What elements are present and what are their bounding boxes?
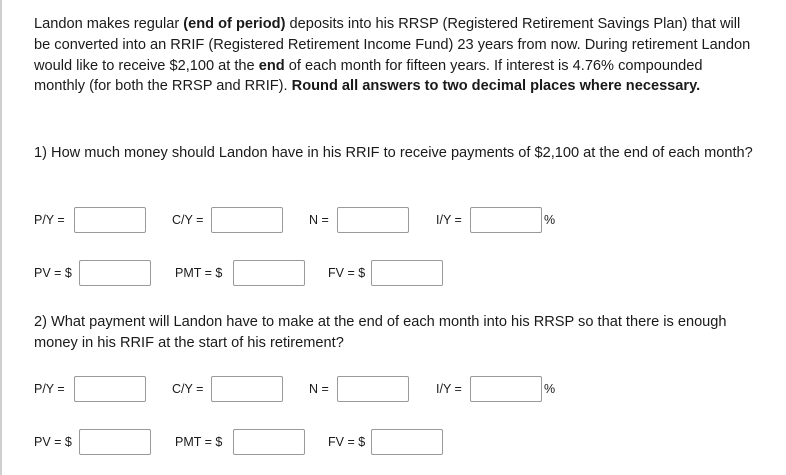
q1-iy-input[interactable] <box>470 207 542 233</box>
q2-n-label: N = <box>309 382 329 396</box>
q1-n-input[interactable] <box>337 207 409 233</box>
q1-iy-label: I/Y = <box>436 213 462 227</box>
q2-cy-label: C/Y = <box>172 382 204 396</box>
q1-cy-input[interactable] <box>211 207 283 233</box>
q1-n-label: N = <box>309 213 329 227</box>
q2-pmt-input[interactable] <box>233 429 305 455</box>
intro-bold-3: Round all answers to two decimal places where necessary. <box>291 78 701 95</box>
q2-pmt-label: PMT = $ <box>175 435 223 449</box>
q2-py-label: P/Y = <box>34 382 65 396</box>
q2-iy-label: I/Y = <box>436 382 462 396</box>
intro-bold-1: (end of period) <box>183 16 286 32</box>
q2-py-input[interactable] <box>74 376 146 402</box>
q2-cy-input[interactable] <box>211 376 283 402</box>
q2-iy-input[interactable] <box>470 376 542 402</box>
q1-cy-label: C/Y = <box>172 213 204 227</box>
q2-percent-sign: % <box>544 382 556 396</box>
question-2-text: 2) What payment will Landon have to make at the end of each month into his RRSP so that there is enough money in his RRIF at the start of his retirement? <box>34 314 727 351</box>
q1-py-input[interactable] <box>74 207 146 233</box>
intro-text-3: of each month for fifteen years. If interest is 4.76% compounded monthly (for both the RRSP and RRIF). <box>34 57 703 95</box>
q2-pv-label: PV = $ <box>34 435 72 449</box>
q1-fv-label: FV = $ <box>328 266 366 280</box>
q1-pv-input[interactable] <box>79 260 151 286</box>
q2-fv-label: FV = $ <box>328 435 366 449</box>
q1-fv-input[interactable] <box>371 260 443 286</box>
intro-bold-2: end <box>258 57 285 74</box>
q1-pv-label: PV = $ <box>34 266 72 280</box>
intro-text-2: deposits into his RRSP (Registered Retirement Savings Plan) that will be converted into an RRIF (Registered Retirement Income Fund) 23 years from now. During retirement Landon would like to receive $2,100 at the <box>34 16 751 74</box>
q1-py-label: P/Y = <box>34 213 65 227</box>
q2-n-input[interactable] <box>337 376 409 402</box>
left-border <box>0 0 2 475</box>
q1-pmt-input[interactable] <box>233 260 305 286</box>
question-1-text: 1) How much money should Landon have in his RRIF to receive payments of $2,100 at the end of each month? <box>34 145 753 161</box>
problem-statement <box>34 14 754 97</box>
q1-pmt-label: PMT = $ <box>175 266 223 280</box>
q1-percent-sign: % <box>544 213 556 227</box>
intro-text-1: Landon makes regular <box>34 16 184 32</box>
q2-pv-input[interactable] <box>79 429 151 455</box>
q2-fv-input[interactable] <box>371 429 443 455</box>
